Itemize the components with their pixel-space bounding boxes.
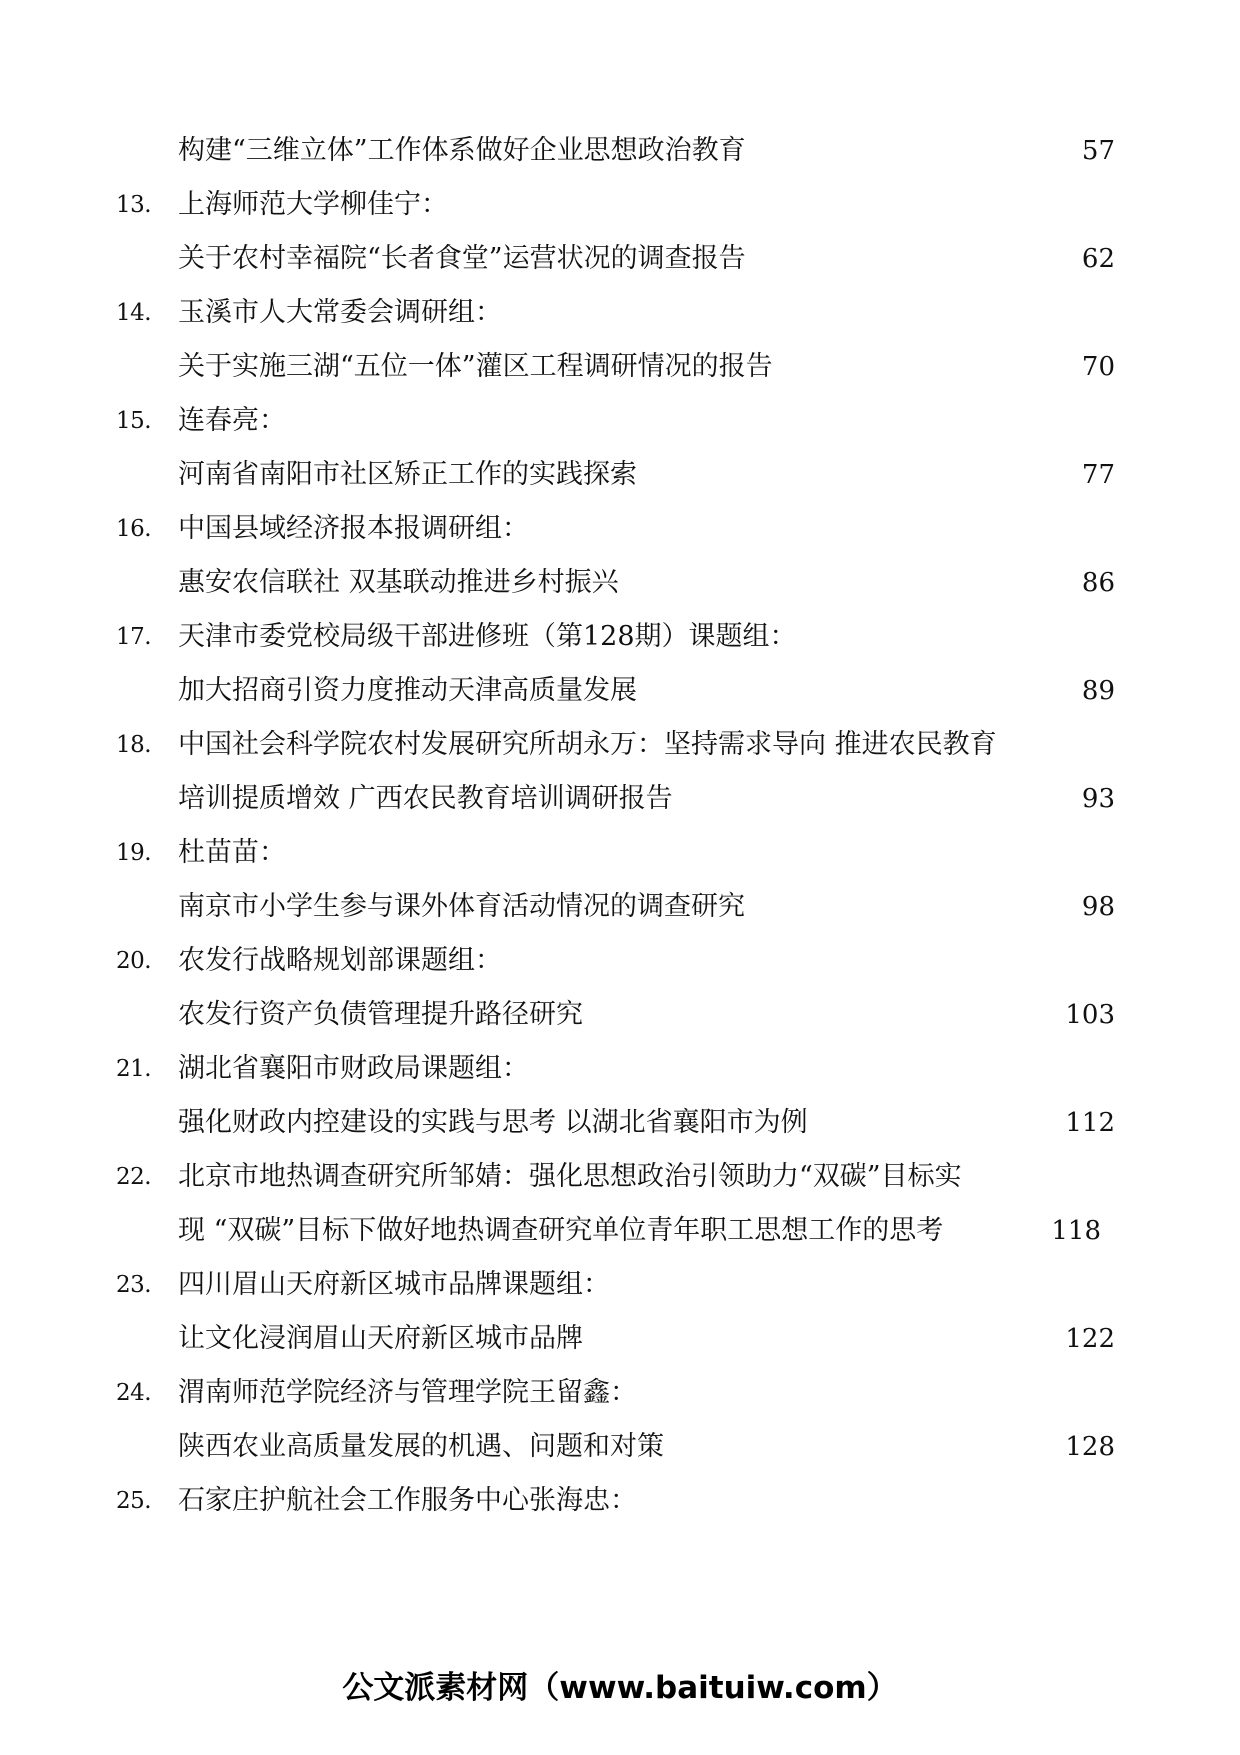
toc-entry-page: 70 [1081, 352, 1115, 382]
toc-entry-number: 18. [116, 732, 152, 758]
toc-entry-number: 17. [116, 624, 152, 650]
toc-entry-title: 河南省南阳市社区矫正工作的实践探索 [178, 459, 637, 490]
toc-entry-author: 渭南师范学院经济与管理学院王留鑫： [178, 1377, 637, 1408]
toc-entry-author: 湖北省襄阳市财政局课题组： [178, 1053, 529, 1084]
toc-entry-title: 培训提质增效 广西农民教育培训调研报告 [178, 783, 673, 814]
toc-entry-number: 15. [116, 408, 152, 434]
toc-entry-title: 加大招商引资力度推动天津高质量发展 [178, 675, 637, 706]
toc-entry-number: 21. [116, 1056, 152, 1082]
toc-entry-page: 86 [1081, 568, 1115, 598]
toc-lead-page: 57 [1081, 136, 1115, 166]
toc-entry[interactable] [0, 718, 1240, 826]
toc-entry[interactable] [0, 1042, 1240, 1150]
toc-entry-page: 98 [1081, 892, 1115, 922]
toc-entry[interactable] [0, 934, 1240, 1042]
toc-entry-title: 现 “双碳”目标下做好地热调查研究单位青年职工思想工作的思考 [178, 1215, 944, 1246]
toc-entry-author: 连春亮： [178, 405, 286, 436]
toc-entry-author: 杜苗苗： [178, 837, 286, 868]
toc-entry-author: 上海师范大学柳佳宁： [178, 189, 448, 220]
toc-entry-author: 玉溪市人大常委会调研组： [178, 297, 502, 328]
toc-entry-title: 惠安农信联社 双基联动推进乡村振兴 [178, 567, 619, 598]
toc-entry-number: 20. [116, 948, 152, 974]
toc-entry-author: 北京市地热调查研究所邹婧：强化思想政治引领助力“双碳”目标实 [178, 1161, 962, 1192]
toc-entry[interactable] [0, 826, 1240, 934]
toc-entry-page: 93 [1081, 784, 1115, 814]
toc-entry[interactable] [0, 286, 1240, 394]
toc-lead-title: 构建“三维立体”工作体系做好企业思想政治教育 [178, 135, 746, 166]
toc-entry-page: 118 [1051, 1216, 1101, 1246]
toc-entry[interactable] [0, 1258, 1240, 1366]
toc-entry-author: 中国县域经济报本报调研组： [178, 513, 529, 544]
toc-entry-number: 25. [116, 1488, 152, 1514]
toc-entry-title: 强化财政内控建设的实践与思考 以湖北省襄阳市为例 [178, 1107, 808, 1138]
toc-entry-author: 四川眉山天府新区城市品牌课题组： [178, 1269, 610, 1300]
toc-entry-page: 89 [1081, 676, 1115, 706]
toc-entry[interactable] [0, 610, 1240, 718]
toc-entries [0, 178, 1240, 1528]
toc-entry-number: 23. [116, 1272, 152, 1298]
toc-entry-number: 22. [116, 1164, 152, 1190]
toc-entry-title: 让文化浸润眉山天府新区城市品牌 [178, 1323, 583, 1354]
footer-watermark [0, 1662, 1240, 1707]
toc-entry[interactable] [0, 1366, 1240, 1474]
toc-entry-page: 122 [1065, 1324, 1115, 1354]
toc-entry-title: 南京市小学生参与课外体育活动情况的调查研究 [178, 891, 745, 922]
toc-entry-title: 关于实施三湖“五位一体”灌区工程调研情况的报告 [178, 351, 773, 382]
toc-entry-number: 16. [116, 516, 152, 542]
toc-entry-title: 农发行资产负债管理提升路径研究 [178, 999, 583, 1030]
toc-entry[interactable] [0, 502, 1240, 610]
toc-entry-author: 农发行战略规划部课题组： [178, 945, 502, 976]
toc-entry[interactable] [0, 178, 1240, 286]
toc-entry-page: 112 [1065, 1108, 1115, 1138]
toc-entry-title: 陕西农业高质量发展的机遇、问题和对策 [178, 1431, 664, 1462]
toc-entry[interactable] [0, 394, 1240, 502]
toc-entry[interactable] [0, 1150, 1240, 1258]
toc-entry-page: 62 [1081, 244, 1115, 274]
toc-entry-partial[interactable] [0, 1474, 1240, 1528]
toc-lead-row[interactable] [0, 124, 1240, 178]
toc-entry-number: 24. [116, 1380, 152, 1406]
toc-entry-title: 关于农村幸福院“长者食堂”运营状况的调查报告 [178, 243, 746, 274]
toc-entry-page: 128 [1065, 1432, 1115, 1462]
toc-entry-number: 13. [116, 192, 152, 218]
toc-entry-author: 中国社会科学院农村发展研究所胡永万：坚持需求导向 推进农民教育 [178, 729, 997, 760]
toc-entry-page: 103 [1065, 1000, 1115, 1030]
toc-entry-number: 19. [116, 840, 152, 866]
toc-entry-number: 14. [116, 300, 152, 326]
toc-entry-author: 石家庄护航社会工作服务中心张海忠： [178, 1485, 637, 1516]
toc-entry-author: 天津市委党校局级干部进修班（第128期）课题组： [178, 621, 797, 652]
toc-entry-page: 77 [1081, 460, 1115, 490]
footer-text: 公文派素材网（www.baituiw.com） [342, 1670, 898, 1706]
